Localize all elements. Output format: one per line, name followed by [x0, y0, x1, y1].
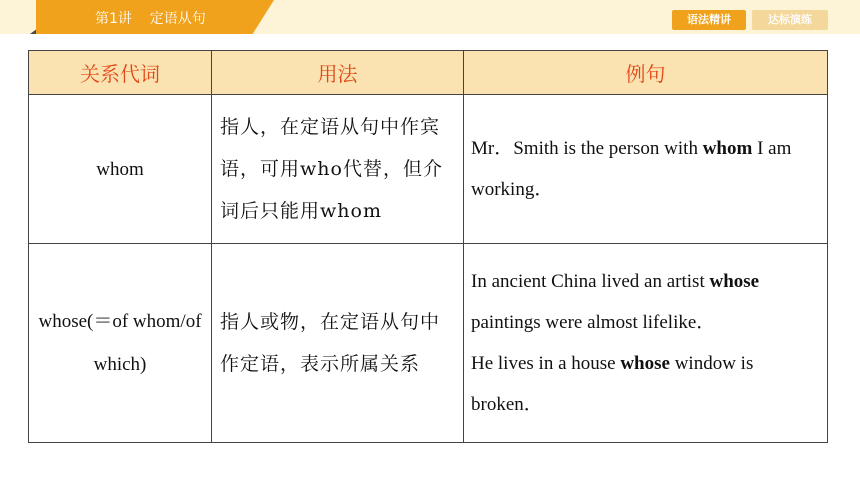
nav-practice-button[interactable]: 达标演练 [752, 10, 828, 30]
example-sentence [471, 261, 821, 343]
nav-grammar-button[interactable]: 语法精讲 [672, 10, 746, 30]
lesson-title: 第1讲 定语从句 [95, 11, 206, 27]
table-header-row [29, 51, 828, 95]
pronoun-cell: whose(＝of whom/of which) [29, 244, 212, 443]
relative-pronoun-table [28, 50, 828, 443]
example-keyword: whose [709, 271, 760, 292]
example-keyword: whose [620, 353, 670, 374]
example-text: window is broken． [471, 353, 754, 415]
example-sentence [471, 343, 821, 425]
table-row [29, 244, 828, 443]
table-row [29, 95, 828, 244]
example-text: paintings were almost lifelike． [471, 312, 716, 333]
example-text: In ancient China lived an artist [471, 271, 710, 292]
usage-cell: 指人或物，在定语从句中作定语，表示所属关系 [212, 244, 464, 443]
header-example: 例句 [464, 51, 828, 95]
example-text: I am working． [471, 138, 792, 200]
pronoun-cell: whom [29, 95, 212, 244]
header-pronoun: 关系代词 [29, 51, 212, 95]
example-text: He lives in a house [471, 353, 621, 374]
example-cell [464, 95, 828, 244]
example-text: Mr．Smith is the person with [471, 138, 703, 159]
example-keyword: whom [702, 138, 753, 159]
usage-cell: 指人，在定语从句中作宾语，可用who代替，但介词后只能用whom [212, 95, 464, 244]
header-usage: 用法 [212, 51, 464, 95]
example-cell [464, 244, 828, 443]
example-sentence [471, 128, 821, 210]
